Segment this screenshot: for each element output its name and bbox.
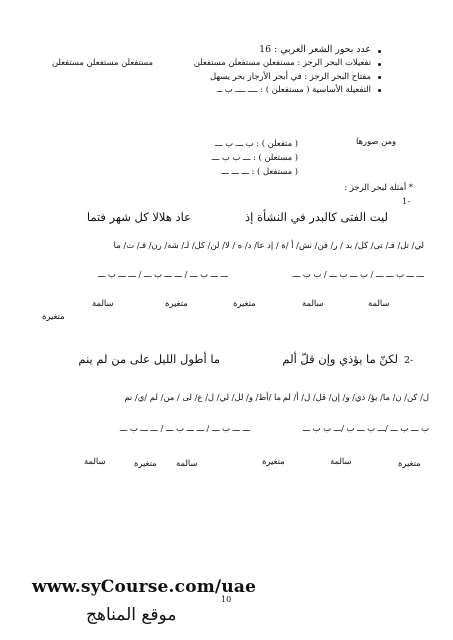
bullet-rajaz-key: مفتاح البحر الرجز : في أبحر الأرجاز بحر يسهل	[209, 71, 371, 81]
ex2-label: سالمة	[84, 456, 106, 466]
ex1-label: سالمة	[302, 298, 324, 308]
ex2-label: متغيرة	[262, 456, 285, 466]
ex2-writing-right: ل/ كن/ ن/ ما/ يؤ/ ذي/ و/ إن/ قل/ ل/ أ/ لم	[282, 392, 429, 402]
bullet-rajaz-taf3ilat-extra: مستفعلن مستفعلن مستفعلن	[51, 57, 153, 67]
ex1-prosodic-writing: لي/ تل/ فـ/ تى/ كل/ بد / ر/ فن/ نش/ أ /ة / إذ عا/ د/ ه / لا/ لن/ كل/ لـ/ شه/ رن/ فـ/ ت/ ما	[113, 240, 424, 250]
ex2-hemistich-right: لكنّ ما يؤذي وإن قلّ ألم	[282, 352, 398, 366]
bullet-bahr-count: عدد بحور الشعر العربي : 16	[259, 44, 371, 55]
bullet-dot	[378, 50, 381, 53]
ex1-hemistich-right: ليت الفتى كالبدر في النشأة إذ	[244, 210, 388, 224]
footer-site-name: موقع المناهج	[86, 605, 177, 625]
ex1-label: سالمة	[368, 298, 390, 308]
ex1-scansion-left: ـــ ـــ ب ـــ / ـــ ـــ ب ـــ / ـــ ـــ ب ـــ	[97, 269, 228, 279]
ex1-label: متغيرة	[233, 298, 256, 308]
examples-heading: * أمثلة لبحر الرجز :	[344, 182, 413, 192]
ex2-hemistich-left: ما أطول الليل على من لم ينم	[78, 352, 220, 366]
ex2-label: سالمة	[176, 458, 198, 468]
example-number-1: 1-	[402, 196, 411, 206]
form-row: ( مستفعل ) : ـــ ـــ ـــ	[221, 166, 298, 176]
page-number: 10	[221, 595, 232, 604]
ex2-scansion-left: ـــ ـــ ب ـــ / ـــ ـــ ب ـــ / ـــ ـــ ب ـــ	[119, 423, 250, 433]
bullet-rajaz-taf3ilat: تفعيلات البحر الرجز : مستفعلن مستفعلن مستفعلن	[193, 57, 371, 67]
ex1-label: متغيرة	[42, 311, 65, 321]
ex2-label: متغيرة	[398, 458, 421, 468]
ex1-label: سالمة	[92, 298, 114, 308]
ex2-scansion-right: ب ـــ ب ـــ /ـــ ب ـــ ب /ـــ ب ب ـــ	[302, 423, 429, 433]
bullet-dot	[378, 89, 381, 92]
example-number-2: 2-	[404, 355, 414, 366]
bullet-dot	[378, 76, 381, 79]
ex2-label: متغيرة	[134, 458, 157, 468]
bullet-dot	[378, 63, 381, 66]
footer-url[interactable]: www.syCourse.com/uae	[32, 577, 257, 597]
ex1-scansion-right: ـــ ـــ ب ـــ ـــ / ب ـــ ب ـــ / ب ب ـــ	[292, 269, 424, 279]
ex1-label: متغيرة	[165, 298, 188, 308]
ex1-hemistich-left: عاد هلالا كل شهر فتما	[86, 210, 191, 224]
ex2-label: سالمة	[330, 456, 352, 466]
form-row: ( مستعلن ) : ـــ ب ب ـــ	[211, 152, 298, 162]
forms-title: ومن صورها	[355, 136, 396, 146]
bullet-base-taf3ila: التفعيلة الأساسية ( مستفعلن ) : ــــ ــــ ب ــ	[217, 84, 371, 94]
ex2-writing-left: ما /أط/ و/ لل/ لي/ ل/ ع/ لى / من/ لم /ي/ نم	[124, 392, 281, 402]
form-row: ( متفعلن ) : ب ـــ ب ـــ	[215, 138, 298, 148]
